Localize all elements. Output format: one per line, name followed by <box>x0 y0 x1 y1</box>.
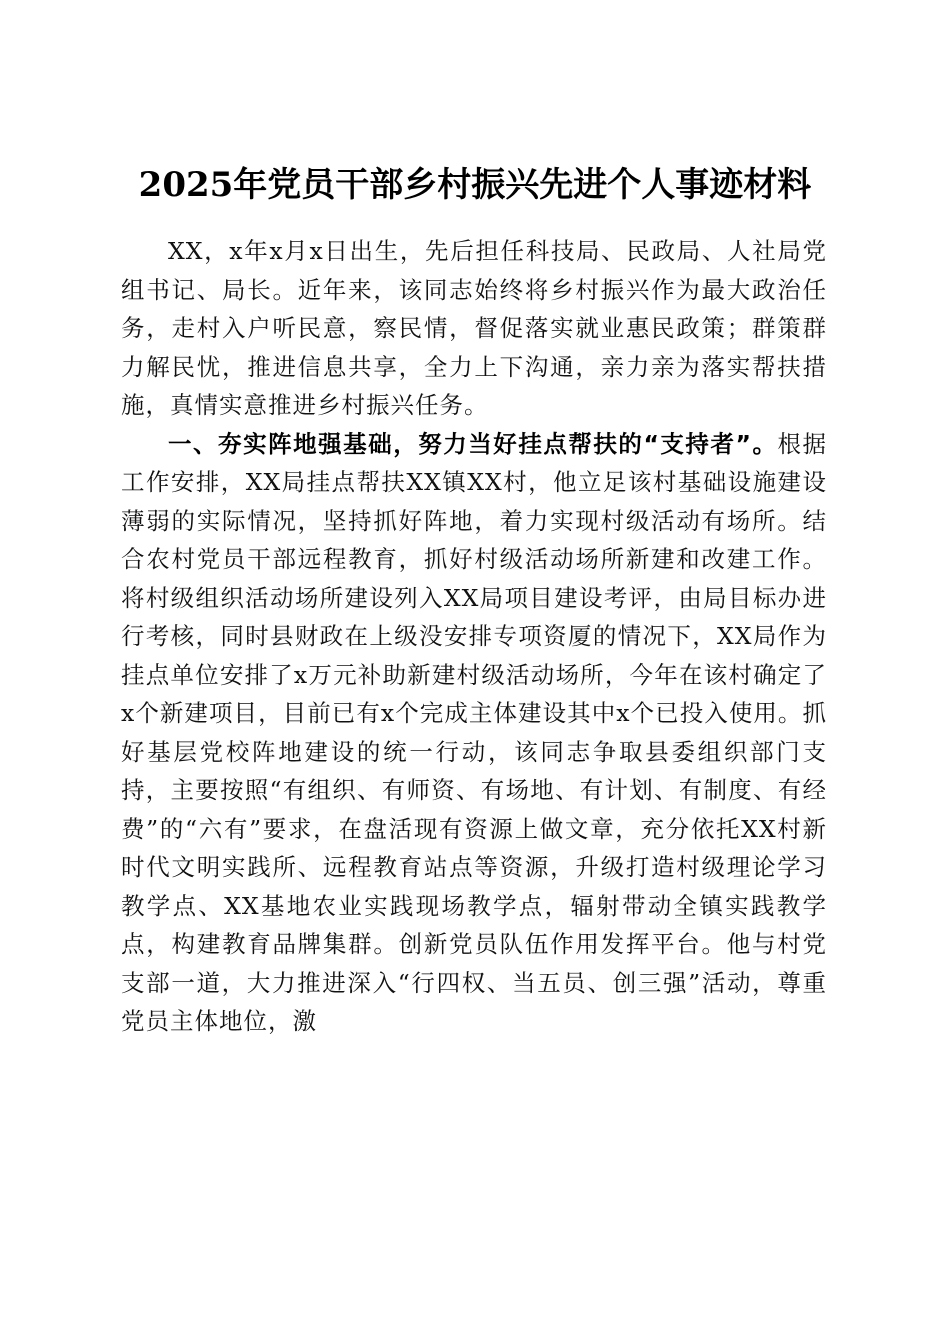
section-1-heading: 一、夯实阵地强基础，努力当好挂点帮扶的“支持者”。 <box>168 429 778 458</box>
section-1-body: 根据工作安排，XX局挂点帮扶XX镇XX村，他立足该村基础设施建设薄弱的实际情况，坚持抓好阵地，着力实现村级活动有场所。结合农村党员干部远程教育，抓好村级活动场所新建和改建工作。将村级组织活动场所建设列入XX局项目建设考评，由局目标办进行考核，同时县财政在上级没安排专项资厦的情况下，XX局作为挂点单位安排了x万元补助新建村级活动场所，今年在该村确定了x个新建项目，目前已有x个完成主体建设其中x个已投入使用。抓好基层党校阵地建设的统一行动，该同志争取县委组织部门支持，主要按照“有组织、有师资、有场地、有计划、有制度、有经费”的“六有”要求，在盘活现有资源上做文章，充分依托XX村新时代文明实践所、远程教育站点等资源，升级打造村级理论学习教学点、XX基地农业实践现场教学点，辐射带动全镇实践教学点，构建教育品牌集群。创新党员队伍作用发挥平台。他与村党支部一道，大力推进深入“行四权、当五员、创三强”活动，尊重党员主体地位，激 <box>121 429 828 1035</box>
document-title: 2025年党员干部乡村振兴先进个人事迹材料 <box>138 164 812 205</box>
document-body <box>121 232 827 1041</box>
intro-paragraph: XX，x年x月x日出生，先后担任科技局、民政局、人社局党组书记、局长。近年来，该同志始终将乡村振兴作为最大政治任务，走村入户听民意，察民情，督促落实就业惠民政策；群策群力解民忧，推进信息共享，全力上下沟通，亲力亲为落实帮扶措施，真情实意推进乡村振兴任务。 <box>121 237 827 419</box>
section-1-paragraph <box>121 425 827 1041</box>
